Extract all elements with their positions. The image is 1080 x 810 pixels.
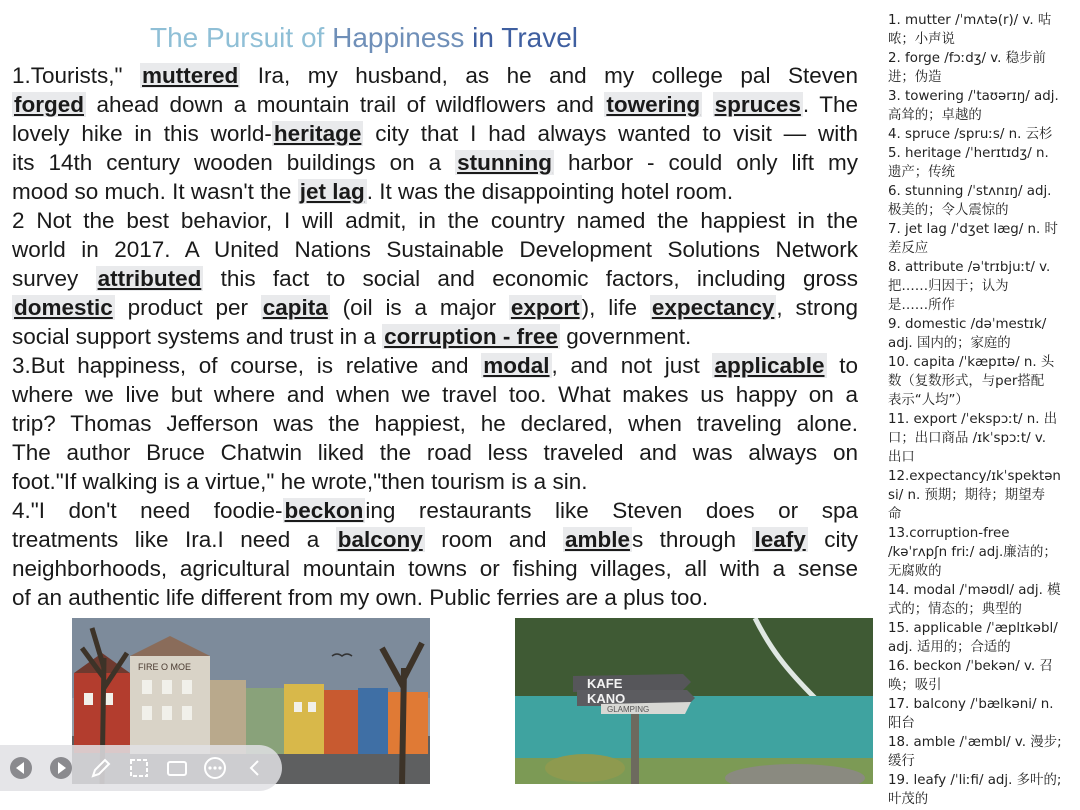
vocabulary-glossary [888, 11, 1078, 809]
keyword: jet lag [299, 179, 365, 204]
title-part-3: in Travel [464, 22, 579, 53]
crop-icon[interactable] [126, 755, 152, 781]
glossary-line: 18. amble /ˈæmbl/ v. 漫步; [888, 735, 1062, 750]
next-icon[interactable] [48, 755, 74, 781]
text-line [12, 583, 858, 612]
text-segment [702, 92, 712, 117]
kafe-sign-illustration [515, 618, 873, 784]
glossary-line: 9. domestic /dəˈmestɪk/ [888, 317, 1047, 332]
text-segment: , strong [776, 295, 858, 320]
keyword: attributed [97, 266, 202, 291]
building-sign: FIRE O MOE [138, 662, 192, 672]
glossary-line: 出口 [888, 450, 915, 465]
text-line [12, 409, 858, 438]
glossary-line: 6. stunning /ˈstʌnɪŋ/ adj. [888, 184, 1052, 199]
glossary-line: 19. leafy /ˈliːfi/ adj. 多叶的; [888, 773, 1062, 788]
text-segment: 3.But happiness, of course, is relative and [12, 353, 482, 378]
keyword: applicable [714, 353, 825, 378]
glossary-line: 13.corruption-free [888, 526, 1010, 541]
glossary-line: 阳台 [888, 716, 915, 731]
glossary-line: 5. heritage /ˈherɪtɪdʒ/ n. [888, 146, 1049, 161]
title-part-2: Happiness [332, 22, 465, 53]
text-segment: treatments like Ira.I need a [12, 527, 336, 552]
text-segment: foot."If walking is a virtue," he wrote,"then tourism is a sin. [12, 469, 588, 494]
text-line [12, 61, 858, 90]
text-segment: harbor - could only lift my [554, 150, 858, 175]
photo-kafe-sign [515, 618, 873, 784]
text-line [12, 438, 858, 467]
text-segment: where we live but where and when we travel too. What makes us happy on a [12, 382, 858, 407]
text-line [12, 467, 858, 496]
text-line [12, 206, 858, 235]
text-line [12, 525, 858, 554]
text-line [12, 264, 858, 293]
pen-icon[interactable] [88, 755, 114, 781]
text-line [12, 177, 858, 206]
keyword: export [510, 295, 580, 320]
glossary-line: 唤；吸引 [888, 678, 942, 693]
keyword: modal [483, 353, 550, 378]
text-segment: 1.Tourists," [12, 63, 141, 88]
glossary-line: 把……归因于；认为 [888, 279, 1009, 294]
glossary-line: 哝；小声说 [888, 32, 955, 47]
glossary-line: 12.expectancy/ɪkˈspektən [888, 469, 1061, 484]
glossary-line: 口；出口商品 /ɪkˈspɔːt/ v. [888, 431, 1047, 446]
glossary-line: 差反应 [888, 241, 929, 256]
text-segment: to [826, 353, 858, 378]
text-segment: government. [559, 324, 692, 349]
text-line [12, 148, 858, 177]
sign-line-3: GLAMPING [607, 705, 650, 714]
glossary-line: 7. jet lag /ˈdʒet læg/ n. 时 [888, 222, 1058, 237]
text-segment: . The [802, 92, 858, 117]
text-segment: survey [12, 266, 96, 291]
text-segment: 2 Not the best behavior, I will admit, in the country named the happiest in the [12, 208, 858, 233]
collapse-icon[interactable] [242, 755, 268, 781]
text-line [12, 554, 858, 583]
text-segment: trip? Thomas Jefferson was the happiest, he declared, when traveling alone. [12, 411, 858, 436]
glossary-line: 式的；情态的；典型的 [888, 602, 1022, 617]
glossary-line: 3. towering /ˈtaʊərɪŋ/ adj. [888, 89, 1059, 104]
glossary-line: 10. capita /ˈkæpɪtə/ n. 头 [888, 355, 1055, 370]
glossary-line: 遗产；传统 [888, 165, 955, 180]
glossary-line: adj. 适用的；合适的 [888, 640, 1011, 655]
keyword: heritage [273, 121, 362, 146]
keyword: forged [14, 92, 84, 117]
glossary-line: 2. forge /fɔːdʒ/ v. 稳步前 [888, 51, 1046, 66]
text-line [12, 496, 858, 525]
text-segment: lovely hike in this world- [12, 121, 272, 146]
keyword: muttered [142, 63, 239, 88]
text-segment: ing restaurants like Steven does or spa [365, 498, 858, 523]
text-segment: ahead down a mountain trail of wildflowers and [86, 92, 605, 117]
text-line [12, 380, 858, 409]
glossary-line: 14. modal /ˈməʊdl/ adj. 模 [888, 583, 1061, 598]
presentation-toolbar [0, 745, 282, 791]
text-segment: mood so much. It wasn't the [12, 179, 298, 204]
glossary-line: /kəˈrʌpʃn friː/ adj.廉洁的； [888, 545, 1057, 560]
glossary-line: 是……所作 [888, 298, 955, 313]
keyword: capita [262, 295, 328, 320]
text-line [12, 351, 858, 380]
text-line [12, 119, 858, 148]
glossary-line: adj. 国内的；家庭的 [888, 336, 1011, 351]
text-segment: (oil is a major [329, 295, 509, 320]
sign-line-1: KAFE [587, 676, 623, 691]
text-segment: s through [631, 527, 753, 552]
more-icon[interactable] [202, 755, 228, 781]
glossary-line: 进；伪造 [888, 70, 942, 85]
glossary-line: 15. applicable /ˈæplɪkəbl/ [888, 621, 1058, 636]
keyword: amble [564, 527, 630, 552]
glossary-line: 无腐败的 [888, 564, 942, 579]
text-segment: neighborhoods, agricultural mountain towns or fishing villages, all with a sense [12, 556, 858, 581]
text-segment: . It was the disappointing hotel room. [366, 179, 734, 204]
glossary-line: 极美的；令人震惊的 [888, 203, 1009, 218]
text-segment: , and not just [551, 353, 713, 378]
title-part-1: The Pursuit of [150, 22, 333, 53]
keyword: towering [606, 92, 701, 117]
text-segment: The author Bruce Chatwin liked the road less traveled and was always on [12, 440, 858, 465]
text-segment: social support systems and trust in a [12, 324, 383, 349]
glossary-line: 命 [888, 507, 902, 522]
glossary-line: 高耸的；卓越的 [888, 108, 982, 123]
text-segment: world in 2017. A United Nations Sustainable Development Solutions Network [12, 237, 858, 262]
text-segment: this fact to social and economic factors, including gross [203, 266, 858, 291]
glossary-line: 叶茂的 [888, 792, 929, 807]
glossary-line: si/ n. 预期；期待；期望寿 [888, 488, 1045, 503]
glossary-line: 表示“人均”） [888, 393, 969, 408]
text-segment: room and [424, 527, 563, 552]
glossary-line: 17. balcony /ˈbælkəni/ n. [888, 697, 1054, 712]
sign-line-2: KANO [587, 691, 626, 706]
glossary-line: 数（复数形式，与per搭配 [888, 374, 1045, 389]
glossary-line: 4. spruce /spruːs/ n. 云杉 [888, 127, 1053, 142]
prev-icon[interactable] [8, 755, 34, 781]
glossary-line: 8. attribute /əˈtrɪbjuːt/ v. [888, 260, 1051, 275]
text-segment: its 14th century wooden buildings on a [12, 150, 456, 175]
glossary-line: 1. mutter /ˈmʌtə(r)/ v. 咕 [888, 13, 1052, 28]
keyword: corruption - free [384, 324, 558, 349]
text-segment: Ira, my husband, as he and my college pal Steven [240, 63, 858, 88]
text-segment: 4."I don't need foodie- [12, 498, 283, 523]
text-segment: city that I had always wanted to visit — with [363, 121, 858, 146]
keyword: balcony [337, 527, 423, 552]
text-segment: of an authentic life different from my own. Public ferries are a plus too. [12, 585, 709, 610]
text-segment: city [807, 527, 858, 552]
keyword: expectancy [651, 295, 775, 320]
text-line [12, 293, 858, 322]
video-icon[interactable] [164, 755, 190, 781]
text-line [12, 235, 858, 264]
text-segment: ), life [581, 295, 650, 320]
keyword: stunning [457, 150, 553, 175]
keyword: domestic [14, 295, 113, 320]
keyword: beckon [284, 498, 364, 523]
keyword: spruces [714, 92, 801, 117]
glossary-line: 16. beckon /ˈbekən/ v. 召 [888, 659, 1053, 674]
text-line [12, 322, 858, 351]
glossary-line: 11. export /ˈekspɔːt/ n. 出 [888, 412, 1058, 427]
document-title [150, 22, 578, 54]
passage-text [12, 61, 858, 612]
glossary-line: 缓行 [888, 754, 915, 769]
text-segment: product per [114, 295, 261, 320]
text-line [12, 90, 858, 119]
keyword: leafy [754, 527, 806, 552]
